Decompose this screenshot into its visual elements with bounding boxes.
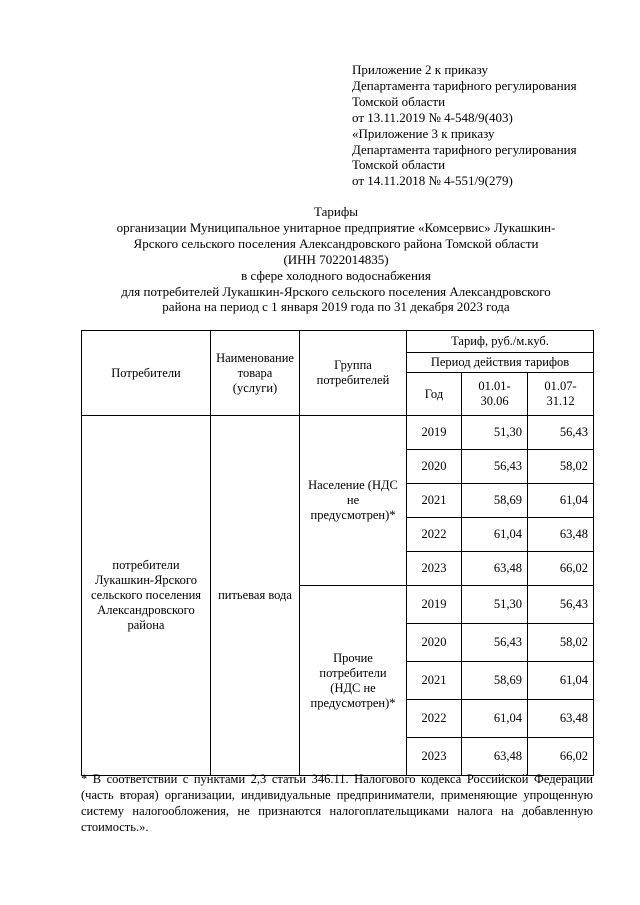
tariff-cell: 61,04	[528, 484, 594, 518]
tariff-cell: 56,43	[462, 624, 528, 662]
group-cell-population: Население (НДС не предусмотрен)*	[300, 416, 407, 586]
annex-line: Томской области	[352, 157, 446, 173]
annex-line: Приложение 2 к приказу	[352, 62, 489, 77]
tariff-cell: 63,48	[528, 518, 594, 552]
tariff-cell: 56,43	[462, 450, 528, 484]
tariff-cell: 58,69	[462, 662, 528, 700]
table-row	[82, 416, 594, 450]
year-cell: 2023	[407, 552, 462, 586]
tariff-cell: 51,30	[462, 586, 528, 624]
year-cell: 2020	[407, 450, 462, 484]
tariff-cell: 63,48	[462, 738, 528, 776]
year-cell: 2022	[407, 518, 462, 552]
header-group: Группа потребителей	[300, 331, 407, 416]
annex-line: Департамента тарифного регулирования	[352, 77, 577, 93]
year-cell: 2019	[407, 586, 462, 624]
tariff-cell: 58,02	[528, 450, 594, 484]
annex-line: от 14.11.2018 № 4-551/9(279)	[352, 173, 513, 189]
tariff-cell: 61,04	[462, 518, 528, 552]
tariff-cell: 56,43	[528, 586, 594, 624]
group-cell-other: Прочие потребители (НДС не предусмотрен)*	[300, 586, 407, 776]
tariff-cell: 58,69	[462, 484, 528, 518]
header-year: Год	[407, 373, 462, 416]
tariff-cell: 51,30	[462, 416, 528, 450]
header-period2: 01.07-31.12	[528, 373, 594, 416]
heading-line: Ярского сельского поселения Александровского района Томской области	[133, 235, 539, 251]
tariff-table	[81, 330, 594, 776]
year-cell: 2019	[407, 416, 462, 450]
tariff-cell: 58,02	[528, 624, 594, 662]
heading-line: в сфере холодного водоснабжения	[241, 267, 431, 283]
tariff-cell: 66,02	[528, 552, 594, 586]
year-cell: 2021	[407, 484, 462, 518]
header-product: Наименование товара (услуги)	[211, 331, 300, 416]
product-cell: питьевая вода	[211, 416, 300, 776]
header-period1: 01.01-30.06	[462, 373, 528, 416]
header-tariff: Тариф, руб./м.куб.	[407, 331, 594, 353]
tariff-cell: 63,48	[528, 700, 594, 738]
annex-line: «Приложение 3 к приказу	[352, 125, 495, 141]
heading-line: (ИНН 7022014835)	[283, 251, 389, 267]
header-period: Период действия тарифов	[407, 353, 594, 373]
heading-line: для потребителей Лукашкин-Ярского сельского поселения Александровского	[121, 283, 551, 299]
header-consumers: Потребители	[82, 331, 211, 416]
year-cell: 2022	[407, 700, 462, 738]
annex-line: Департамента тарифного регулирования	[352, 141, 577, 157]
tariff-cell: 56,43	[528, 416, 594, 450]
consumer-cell: потребители Лукашкин-Ярского сельского поселения Александровского района	[82, 416, 211, 776]
tariff-cell: 66,02	[528, 738, 594, 776]
heading-line: района на период с 1 января 2019 года по 31 декабря 2023 года	[162, 299, 510, 315]
document-heading	[80, 204, 592, 315]
tariff-cell: 61,04	[528, 662, 594, 700]
tariff-cell: 61,04	[462, 700, 528, 738]
tariff-cell: 63,48	[462, 552, 528, 586]
heading-line: организации Муниципальное унитарное предприятие «Комсервис» Лукашкин-	[116, 219, 556, 235]
footnote: * В соответствии с пунктами 2,3 статьи 346.11. Налогового кодекса Российской Федерации (часть вторая) организации, индивидуальные предприниматели, применяющие упрощенную систему налогообложения, не признаются налогоплательщиками налога на добавленную стоимость.».	[81, 772, 593, 834]
year-cell: 2020	[407, 624, 462, 662]
year-cell: 2021	[407, 662, 462, 700]
annex-reference	[352, 62, 632, 189]
annex-line: Томской области	[352, 93, 446, 109]
annex-line: от 13.11.2019 № 4-548/9(403)	[352, 109, 513, 125]
year-cell: 2023	[407, 738, 462, 776]
heading-title: Тарифы	[313, 204, 358, 219]
